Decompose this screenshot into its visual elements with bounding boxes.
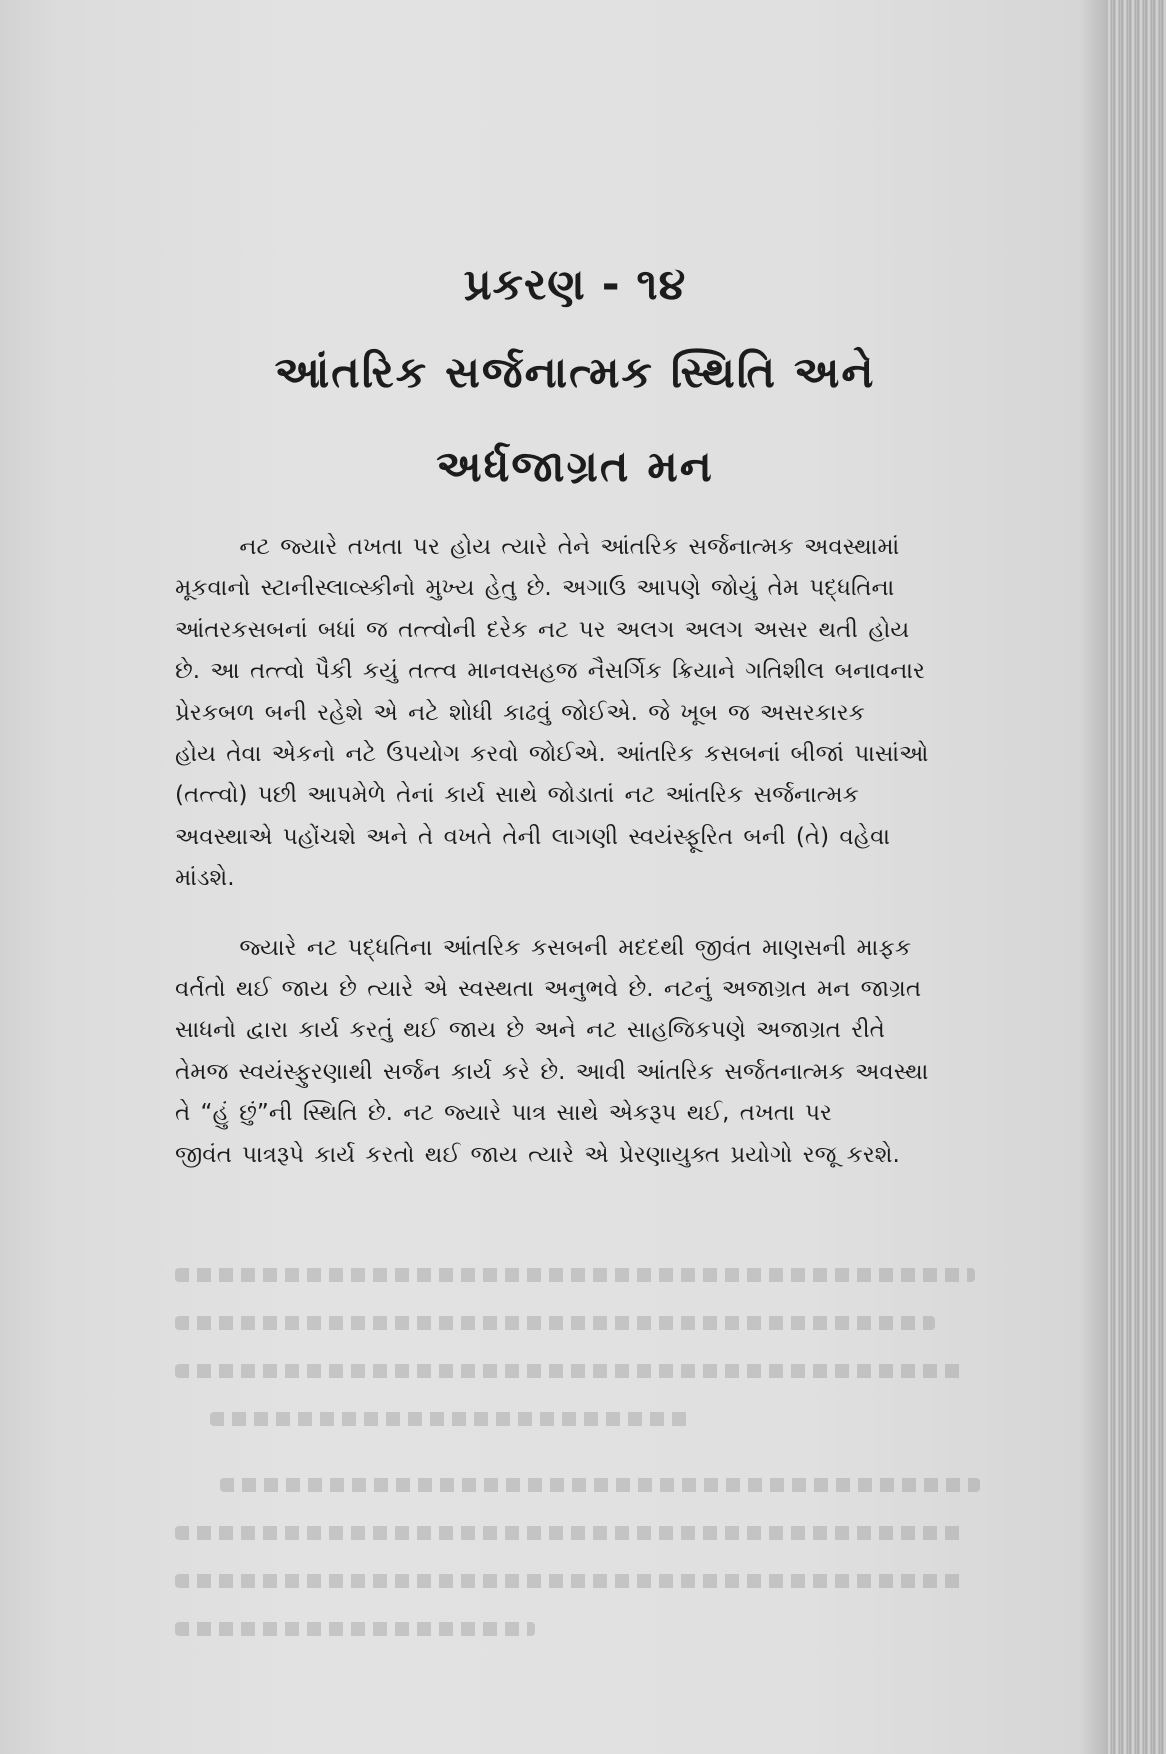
bleed-through-text: [220, 1478, 980, 1492]
paragraph-line: જીવંત પાત્રરૂપે કાર્ય કરતો થઈ જાય ત્યારે એ પ્રેરણાયુક્ત પ્રયોગો રજૂ કરશે.: [175, 1141, 900, 1168]
paragraph-line: પ્રેરકબળ બની રહેશે એ નટે શોધી કાઢવું જોઈએ. જે ખૂબ જ અસરકારક: [175, 699, 865, 726]
chapter-title-line-1: આંતરિક સર્જનાત્મક સ્થિતિ અને: [274, 348, 876, 398]
body-paragraph-2: [175, 928, 975, 1176]
paragraph-line: (તત્ત્વો) પછી આપમેળે તેનાં કાર્ય સાથે જોડાતાં નટ આંતરિક સર્જનાત્મક: [175, 782, 859, 809]
paragraph-line: માંડશે.: [175, 865, 235, 892]
bleed-through-text: [175, 1574, 965, 1588]
bleed-through-text: [175, 1622, 535, 1636]
page-content: [175, 255, 975, 1176]
book-page-edges: [1108, 0, 1166, 1754]
bleed-through-text: [210, 1412, 690, 1426]
paragraph-line: તે “હું છું”ની સ્થિતિ છે. નટ જ્યારે પાત્ર સાથે એકરૂપ થઈ, તખતા પર: [175, 1100, 832, 1127]
bleed-through-text: [175, 1526, 965, 1540]
paragraph-line: વર્તતો થઈ જાય છે ત્યારે એ સ્વસ્થતા અનુભવે છે. નટનું અજાગ્રત મન જાગ્રત: [175, 976, 922, 1003]
paragraph-line: તેમજ સ્વયંસ્ફુરણાથી સર્જન કાર્ય કરે છે. આવી આંતરિક સર્જતનાત્મક અવસ્થા: [175, 1058, 929, 1085]
paragraph-line: અવસ્થાએ પહોંચશે અને તે વખતે તેની લાગણી સ્વયંસ્ફૂરિત બની (તે) વહેવા: [175, 823, 891, 850]
bleed-through-text: [175, 1268, 975, 1282]
paragraph-line: જ્યારે નટ પદ્ધતિના આંતરિક કસબની મદદથી જીવંત માણસની માફક: [239, 934, 912, 961]
paragraph-line: સાધનો દ્વારા કાર્ય કરતું થઈ જાય છે અને નટ સાહજિકપણે અજાગ્રત રીતે: [175, 1017, 885, 1044]
paragraph-line: છે. આ તત્ત્વો પૈકી કયું તત્ત્વ માનવસહજ નૈસર્ગિક ક્રિયાને ગતિશીલ બનાવનાર: [175, 658, 925, 685]
paragraph-line: આંતરકસબનાં બધાં જ તત્ત્વોની દરેક નટ પર અલગ અલગ અસર થતી હોય: [175, 616, 910, 643]
paragraph-line: મૂકવાનો સ્ટાનીસ્લાવ્સ્કીનો મુખ્ય હેતુ છે. અગાઉ આપણે જોયું તેમ પદ્ધતિના: [175, 575, 895, 602]
page-gutter-shadow: [1078, 0, 1108, 1754]
chapter-title-line-2: અર્ધજાગ્રત મન: [436, 442, 714, 492]
paragraph-line: નટ જ્યારે તખતા પર હોય ત્યારે તેને આંતરિક સર્જનાત્મક અવસ્થામાં: [239, 534, 900, 560]
body-paragraph-1: [175, 527, 975, 900]
chapter-number: પ્રકરણ - ૧૪: [463, 260, 687, 310]
bleed-through-text: [175, 1364, 965, 1378]
paragraph-line: હોય તેવા એકનો નટે ઉપયોગ કરવો જોઈએ. આંતરિક કસબનાં બીજાં પાસાંઓ: [175, 741, 929, 768]
bleed-through-text: [175, 1316, 935, 1330]
